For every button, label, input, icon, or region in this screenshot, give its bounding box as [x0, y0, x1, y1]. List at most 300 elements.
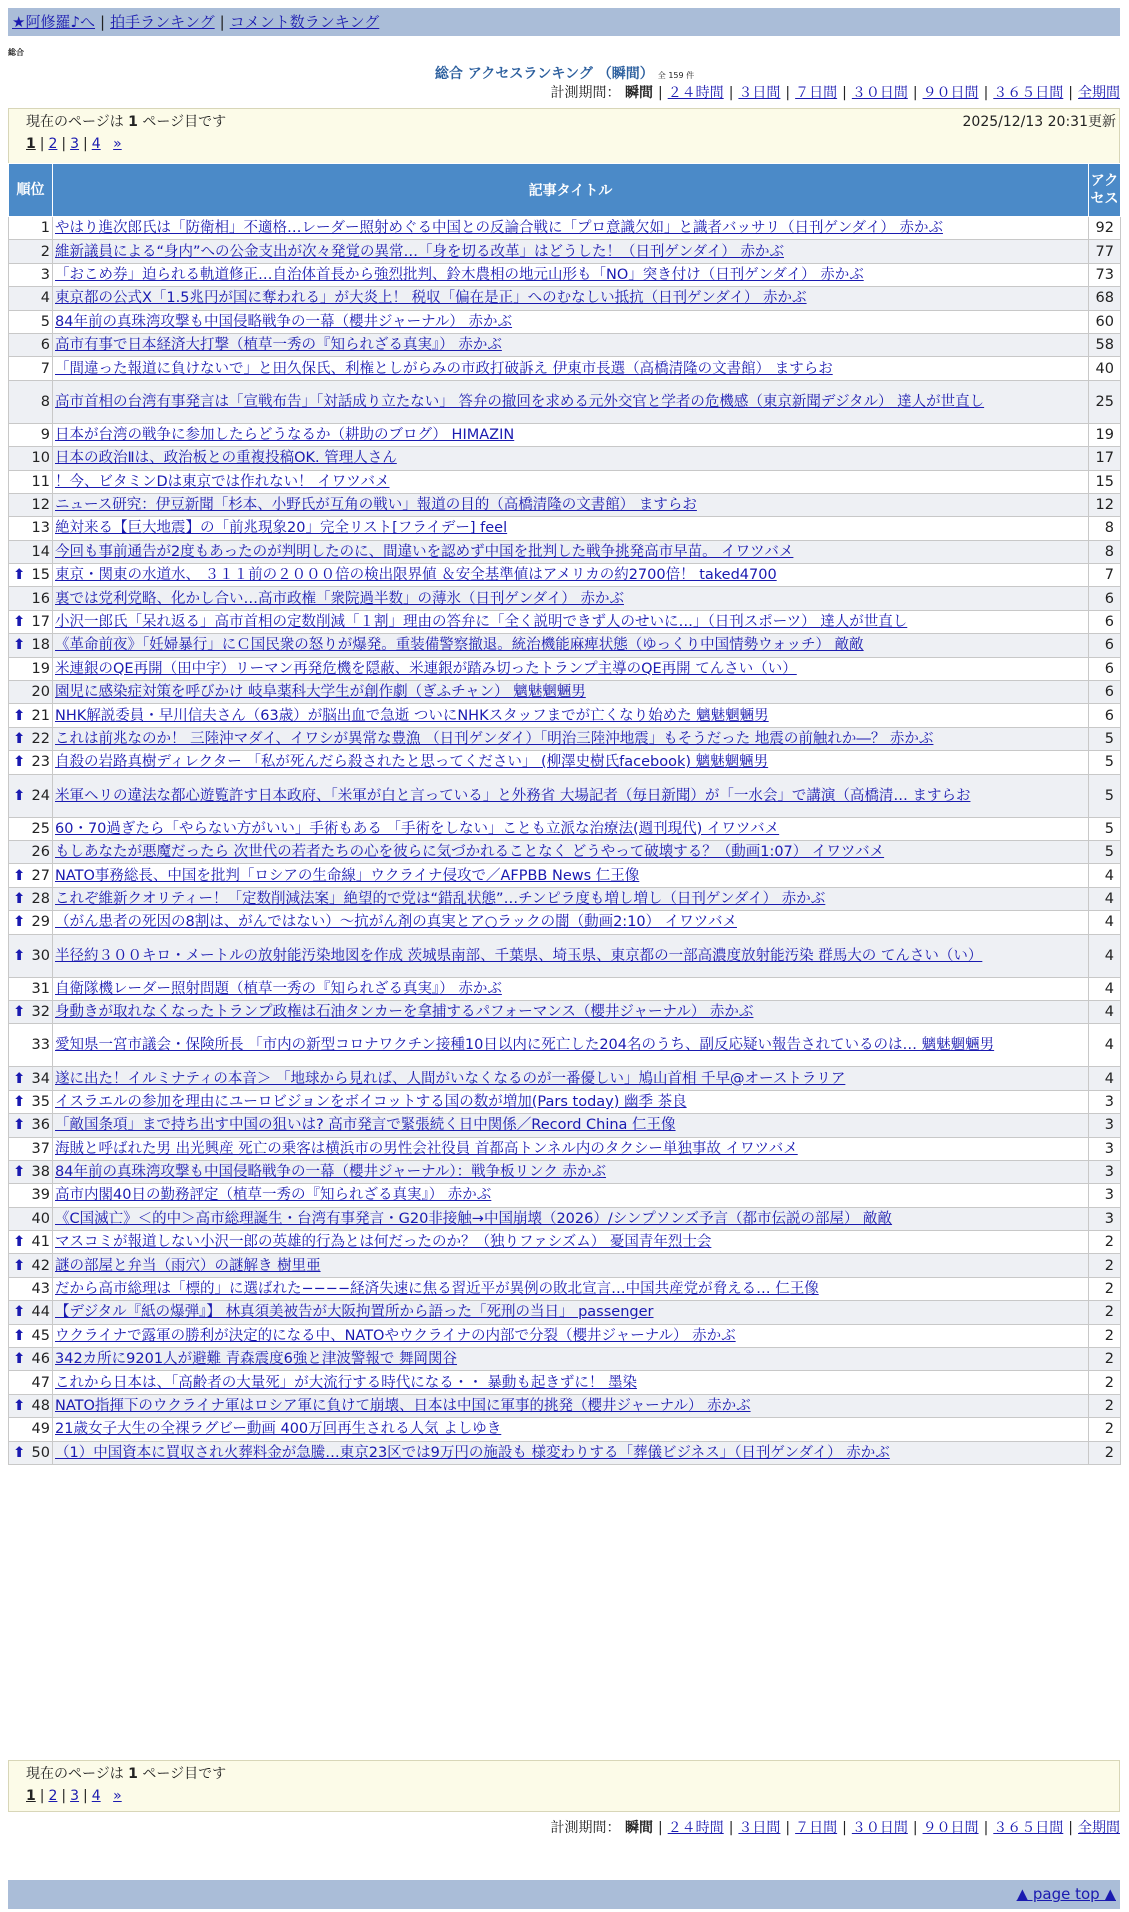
- access-count: 73: [1089, 263, 1121, 286]
- header-title: 記事タイトル: [53, 164, 1089, 217]
- title-cell: [53, 1024, 1089, 1067]
- article-title-link[interactable]: 「敵国条項」まで持ち出す中国の狙いは? 高市発言で緊張続く日中関係／Record China 仁王像: [55, 1117, 676, 1134]
- rank-number: 9: [40, 426, 50, 443]
- title-cell: [53, 1371, 1089, 1394]
- title-cell: [53, 934, 1089, 977]
- access-count: 6: [1089, 610, 1121, 633]
- table-row: [9, 1324, 1121, 1347]
- nav-link-clap-ranking[interactable]: 拍手ランキング: [110, 13, 215, 31]
- article-title-link[interactable]: 絶対来る【巨大地震】の「前兆現象20」完全リスト[フライデー] feel: [55, 520, 508, 537]
- period-link-all[interactable]: 全期間: [1078, 85, 1120, 101]
- access-count: 3: [1089, 1114, 1121, 1137]
- period-link-7d[interactable]: ７日間: [795, 85, 838, 101]
- period-link-24h[interactable]: ２４時間: [667, 85, 724, 101]
- article-title-link[interactable]: 84年前の真珠湾攻撃も中国侵略戦争の一幕（櫻井ジャーナル）：戦争板リンク 赤かぶ: [55, 1164, 607, 1181]
- article-title-link[interactable]: ！今、ビタミンDは東京では作れない！ イワツバメ: [55, 473, 390, 490]
- access-count: 5: [1089, 727, 1121, 750]
- nav-link-comment-ranking[interactable]: コメント数ランキング: [229, 13, 380, 31]
- title-cell: [53, 1207, 1089, 1230]
- rank-cell: [9, 634, 53, 657]
- table-row: [9, 704, 1121, 727]
- rank-number: 15: [31, 567, 50, 584]
- page-current: 1: [26, 136, 36, 152]
- rank-up-arrow-icon: ⬆: [13, 614, 26, 631]
- rank-number: 3: [40, 266, 50, 283]
- access-count: 6: [1089, 587, 1121, 610]
- rank-number: 50: [31, 1444, 50, 1461]
- table-row: [9, 540, 1121, 563]
- article-title-link[interactable]: ウクライナで露軍の勝利が決定的になる中、NATOやウクライナの内部で分裂（櫻井ジャーナル） 赤かぶ: [55, 1327, 736, 1344]
- title-cell: [53, 540, 1089, 563]
- rank-cell: [9, 1067, 53, 1090]
- table-row: [9, 1371, 1121, 1394]
- title-cell: [53, 1231, 1089, 1254]
- top-nav-bar: [8, 8, 1120, 36]
- rank-number: 28: [31, 890, 50, 907]
- access-count: 4: [1089, 1024, 1121, 1067]
- page-heading: [0, 63, 1129, 83]
- article-title-link[interactable]: NHK解説委員・早川信夫さん（63歳）が脳出血で急逝 ついにNHKスタッフまでが亡くなり始めた 魑魅魍魎男: [55, 707, 769, 724]
- table-row: [9, 634, 1121, 657]
- rank-cell: [9, 1301, 53, 1324]
- table-row: [9, 1348, 1121, 1371]
- page-top-link[interactable]: ▲ page top ▲: [1016, 1885, 1116, 1903]
- article-title-link[interactable]: 342カ所に9201人が避難 青森震度6強と津波警報で 舞岡関谷: [55, 1351, 458, 1368]
- title-cell: [53, 587, 1089, 610]
- access-count: 3: [1089, 1160, 1121, 1183]
- article-title-link[interactable]: 「おこめ券」迫られる軌道修正…自治体首長から強烈批判、鈴木農相の地元山形も「NO」突き付け（日刊ゲンダイ） 赤かぶ: [55, 266, 864, 283]
- rank-number: 8: [40, 393, 50, 410]
- title-cell: [53, 287, 1089, 310]
- rank-up-arrow-icon: ⬆: [13, 890, 26, 907]
- table-row: [9, 1418, 1121, 1441]
- table-row: [9, 911, 1121, 934]
- rank-number: 29: [31, 914, 50, 931]
- article-title-link[interactable]: これぞ維新クオリティー！「定数削減法案」絶望的で党は“錯乱状態”…チンピラ度も増し増し（日刊ゲンダイ） 赤かぶ: [55, 890, 826, 907]
- article-title-link[interactable]: 高市内閣40日の勤務評定（植草一秀の『知られざる真実』） 赤かぶ: [55, 1187, 492, 1204]
- table-row: [9, 470, 1121, 493]
- title-cell: [53, 564, 1089, 587]
- rank-cell: [9, 447, 53, 470]
- access-count: 2: [1089, 1348, 1121, 1371]
- period-link-30d-bottom[interactable]: ３０日間: [851, 1820, 908, 1836]
- rank-cell: [9, 1207, 53, 1230]
- table-row: [9, 864, 1121, 887]
- access-count: 2: [1089, 1324, 1121, 1347]
- rank-up-arrow-icon: ⬆: [13, 637, 26, 654]
- title-cell: [53, 380, 1089, 423]
- period-link-3d-bottom[interactable]: ３日間: [738, 1820, 781, 1836]
- article-title-link[interactable]: （がん患者の死因の8割は、がんではない）～抗がん剤の真実とア○ラックの闇（動画2:10） イワツバメ: [55, 914, 737, 931]
- access-count: 3: [1089, 1137, 1121, 1160]
- title-cell: [53, 217, 1089, 240]
- access-count: 2: [1089, 1254, 1121, 1277]
- rank-up-arrow-icon: ⬆: [13, 867, 26, 884]
- period-link-3d[interactable]: ３日間: [738, 85, 781, 101]
- rank-cell: [9, 1231, 53, 1254]
- access-count: 19: [1089, 423, 1121, 446]
- access-count: 6: [1089, 634, 1121, 657]
- article-title-link[interactable]: 米軍ヘリの違法な都心遊覧許す日本政府、「米軍が白と言っている」と外務省 大場記者（毎日新聞）が「一水会」で講演（高橋清… ますらお: [55, 787, 971, 804]
- rank-up-arrow-icon: ⬆: [13, 1444, 26, 1461]
- rank-number: 21: [31, 707, 50, 724]
- rank-number: 48: [31, 1397, 50, 1414]
- article-title-link[interactable]: 海賊と呼ばれた男 出光興産 死亡の乗客は横浜市の男性会社役員 首都高トンネル内のタクシー単独事故 イワツバメ: [55, 1140, 798, 1157]
- access-count: 58: [1089, 333, 1121, 356]
- category-label: 総合: [8, 48, 24, 57]
- table-row: [9, 357, 1121, 380]
- article-title-link[interactable]: 自衛隊機レーダー照射問題（植草一秀の『知られざる真実』） 赤かぶ: [55, 980, 502, 997]
- article-title-link[interactable]: 遂に出た！イルミナティの本音＞ 「地球から見れば、人間がいなくなるのが一番優しい」鳩山首相 千早@オーストラリア: [55, 1070, 846, 1087]
- title-cell: [53, 1184, 1089, 1207]
- rank-number: 18: [31, 637, 50, 654]
- rank-cell: [9, 610, 53, 633]
- rank-cell: [9, 1371, 53, 1394]
- rank-cell: [9, 1441, 53, 1464]
- page-title: 総合 アクセスランキング （瞬間）: [434, 66, 654, 82]
- rank-number: 11: [31, 473, 50, 490]
- rank-number: 45: [31, 1327, 50, 1344]
- rank-number: 46: [31, 1351, 50, 1368]
- rank-cell: [9, 217, 53, 240]
- rank-up-arrow-icon: ⬆: [13, 947, 26, 964]
- access-count: 12: [1089, 493, 1121, 516]
- rank-up-arrow-icon: ⬆: [13, 1164, 26, 1181]
- article-title-link[interactable]: 裏では党利党略、化かし合い…高市政権「衆院過半数」の薄氷（日刊ゲンダイ） 赤かぶ: [55, 590, 624, 607]
- rank-up-arrow-icon: ⬆: [13, 787, 26, 804]
- rank-cell: [9, 704, 53, 727]
- title-cell: [53, 887, 1089, 910]
- page-link-3[interactable]: 3: [70, 136, 80, 152]
- rank-cell: [9, 357, 53, 380]
- rank-number: 7: [40, 360, 50, 377]
- article-title-link[interactable]: ニュース研究：伊豆新聞「杉本、小野氏が互角の戦い」報道の目的（高橋清隆の文書館） ますらお: [55, 497, 697, 514]
- rank-up-arrow-icon: ⬆: [13, 707, 26, 724]
- rank-cell: [9, 263, 53, 286]
- total-count: 全 159 件: [657, 71, 695, 80]
- rank-cell: [9, 380, 53, 423]
- access-count: 60: [1089, 310, 1121, 333]
- article-title-link[interactable]: イスラエルの参加を理由にユーロビジョンをボイコットする国の数が増加(Pars today) 幽季 茶良: [55, 1093, 687, 1110]
- period-link-7d-bottom[interactable]: ７日間: [795, 1820, 838, 1836]
- access-count: 3: [1089, 1207, 1121, 1230]
- access-count: 5: [1089, 817, 1121, 840]
- article-title-link[interactable]: 愛知県一宮市議会・保険所長 「市内の新型コロナワクチン接種10日以内に死亡した204名のうち、副反応疑い報告されているのは… 魑魅魍魎男: [55, 1037, 995, 1054]
- rank-number: 20: [31, 684, 50, 701]
- table-row: [9, 447, 1121, 470]
- rank-cell: [9, 240, 53, 263]
- ranking-body: [9, 217, 1121, 1465]
- rank-number: 25: [31, 820, 50, 837]
- table-row: [9, 1024, 1121, 1067]
- rank-cell: [9, 751, 53, 774]
- rank-cell: [9, 517, 53, 540]
- title-cell: [53, 493, 1089, 516]
- title-cell: [53, 1324, 1089, 1347]
- page-link-4-bottom[interactable]: 4: [91, 1788, 101, 1804]
- article-title-link[interactable]: これから日本は、「高齢者の大量死」が大流行する時代になる・・ 暴動も起きずに！ 墨染: [55, 1374, 637, 1391]
- rank-cell: [9, 934, 53, 977]
- page-info-bottom: [8, 1760, 1120, 1812]
- access-count: 92: [1089, 217, 1121, 240]
- rank-number: 6: [40, 337, 50, 354]
- rank-cell: [9, 287, 53, 310]
- rank-cell: [9, 1137, 53, 1160]
- rank-up-arrow-icon: ⬆: [13, 1304, 26, 1321]
- rank-cell: [9, 911, 53, 934]
- article-title-link[interactable]: 日本の政治Ⅱは、政治板との重複投稿OK. 管理人さん: [55, 450, 397, 467]
- table-row: [9, 1067, 1121, 1090]
- rank-cell: [9, 1090, 53, 1113]
- article-title-link[interactable]: マスコミが報道しない小沢一郎の英雄的行為とは何だったのか？（独りファシズム） 憂国青年烈士会: [55, 1234, 712, 1251]
- rank-up-arrow-icon: ⬆: [13, 1004, 26, 1021]
- article-title-link[interactable]: 《革命前夜》「妊婦暴行」にＣ国民衆の怒りが爆発。重装備警察撤退。統治機能麻痺状態（ゆっくり中国情勢ウォッチ） 敵敵: [55, 637, 864, 654]
- rank-number: 44: [31, 1304, 50, 1321]
- table-row: [9, 287, 1121, 310]
- article-title-link[interactable]: 維新議員による“身内”への公金支出が次々発覚の異常…「身を切る改革」はどうした！（日刊ゲンダイ） 赤かぶ: [55, 243, 784, 260]
- table-row: [9, 1254, 1121, 1277]
- rank-number: 23: [31, 754, 50, 771]
- article-title-link[interactable]: 自殺の岩路真樹ディレクター 「私が死んだら殺されたと思ってください」 (柳澤史樹氏facebook) 魑魅魍魎男: [55, 754, 769, 771]
- rank-number: 31: [31, 980, 50, 997]
- pagination-top: 1 | 2 | 3 | 4 »: [26, 136, 122, 152]
- article-title-link[interactable]: 今回も事前通告が2度もあったのが判明したのに、間違いを認めず中国を批判した戦争挑発高市早苗。 イワツバメ: [55, 543, 794, 560]
- rank-cell: [9, 840, 53, 863]
- table-row: [9, 681, 1121, 704]
- table-row: [9, 1277, 1121, 1300]
- current-page-text: 現在のページは 1 ページ目です: [26, 114, 227, 130]
- access-count: 6: [1089, 657, 1121, 680]
- page-link-2[interactable]: 2: [48, 136, 58, 152]
- access-count: 4: [1089, 1000, 1121, 1023]
- article-title-link[interactable]: だから高市総理は「標的」に選ばれた−−−−経済失速に焦る習近平が異例の敗北宣言…中国共産党が脅える… 仁王像: [55, 1281, 819, 1298]
- title-cell: [53, 447, 1089, 470]
- article-title-link[interactable]: 21歳女子大生の全裸ラグビー動画 400万回再生される人気 よしゆき: [55, 1421, 502, 1438]
- title-cell: [53, 1090, 1089, 1113]
- access-count: 5: [1089, 774, 1121, 817]
- table-row: [9, 727, 1121, 750]
- access-count: 68: [1089, 287, 1121, 310]
- rank-cell: [9, 470, 53, 493]
- table-row: [9, 310, 1121, 333]
- rank-cell: [9, 681, 53, 704]
- access-count: 2: [1089, 1371, 1121, 1394]
- rank-number: 22: [31, 731, 50, 747]
- article-title-link[interactable]: やはり進次郎氏は「防衛相」不適格…レーダー照射めぐる中国との反論合戦に「プロ意識欠如」と識者バッサリ（日刊ゲンダイ） 赤かぶ: [55, 220, 943, 237]
- article-title-link[interactable]: 60・70過ぎたら「やらない方がいい」手術もある 「手術をしない」ことも立派な治療法(週刊現代) イワツバメ: [55, 820, 780, 837]
- rank-cell: [9, 587, 53, 610]
- rank-cell: [9, 1277, 53, 1300]
- title-cell: [53, 704, 1089, 727]
- access-count: 8: [1089, 540, 1121, 563]
- access-count: 4: [1089, 1067, 1121, 1090]
- rank-cell: [9, 1394, 53, 1417]
- access-count: 2: [1089, 1301, 1121, 1324]
- period-selector-top: 計測期間： 瞬間 | ２４時間 | ３日間 | ７日間 | ３０日間 | ９０日間 | ３６５日間 | 全期間: [550, 85, 1120, 101]
- rank-number: 27: [31, 867, 50, 884]
- rank-cell: [9, 493, 53, 516]
- table-row: [9, 1137, 1121, 1160]
- article-title-link[interactable]: 高市有事で日本経済大打撃（植草一秀の『知られざる真実』） 赤かぶ: [55, 337, 502, 354]
- rank-cell: [9, 1324, 53, 1347]
- table-row: [9, 1090, 1121, 1113]
- access-count: 2: [1089, 1394, 1121, 1417]
- title-cell: [53, 727, 1089, 750]
- access-count: 2: [1089, 1418, 1121, 1441]
- rank-number: 10: [31, 450, 50, 467]
- page-link-2-bottom[interactable]: 2: [48, 1788, 58, 1804]
- period-link-365d-bottom[interactable]: ３６５日間: [993, 1820, 1064, 1836]
- access-count: 4: [1089, 887, 1121, 910]
- table-row: [9, 517, 1121, 540]
- article-title-link[interactable]: （1）中国資本に買収され火葬料金が急騰…東京23区では9万円の施設も 様変わりする「葬儀ビジネス」（日刊ゲンダイ） 赤かぶ: [55, 1444, 890, 1461]
- article-title-link[interactable]: NATO指揮下のウクライナ軍はロシア軍に負けて崩壊、日本は中国に軍事的挑発（櫻井ジャーナル） 赤かぶ: [55, 1397, 751, 1414]
- article-title-link[interactable]: 《C国滅亡》＜的中＞高市総理誕生・台湾有事発言・G20非接触→中国崩壊（2026）/シンプソンズ予言（都市伝説の部屋） 敵敵: [55, 1210, 893, 1227]
- table-row: [9, 240, 1121, 263]
- page-next-link-bottom[interactable]: »: [113, 1788, 122, 1804]
- title-cell: [53, 864, 1089, 887]
- rank-number: 39: [31, 1187, 50, 1204]
- rank-number: 43: [31, 1281, 50, 1298]
- rank-cell: [9, 540, 53, 563]
- article-title-link[interactable]: もしあなたが悪魔だったら 次世代の若者たちの心を彼らに気づかれることなく どうやって破壊する？（動画1:07） イワツバメ: [55, 844, 885, 861]
- table-row: [9, 1231, 1121, 1254]
- article-title-link[interactable]: 謎の部屋と弁当（雨穴）の謎解き 樹里亜: [55, 1257, 321, 1274]
- article-title-link[interactable]: 【デジタル『紙の爆弾』】 林真須美被告が大阪拘置所から語った「死刑の当日」 passenger: [55, 1304, 654, 1321]
- title-cell: [53, 1254, 1089, 1277]
- rank-number: 5: [40, 313, 50, 330]
- page-link-3-bottom[interactable]: 3: [70, 1788, 80, 1804]
- rank-up-arrow-icon: ⬆: [13, 1070, 26, 1087]
- pagination-bottom: 1 | 2 | 3 | 4 »: [26, 1788, 122, 1804]
- rank-up-arrow-icon: ⬆: [13, 1327, 26, 1344]
- access-count: 40: [1089, 357, 1121, 380]
- article-title-link[interactable]: 日本が台湾の戦争に参加したらどうなるか（耕助のブログ） HIMAZIN: [55, 426, 515, 443]
- rank-up-arrow-icon: ⬆: [13, 567, 26, 584]
- access-count: 4: [1089, 934, 1121, 977]
- title-cell: [53, 1067, 1089, 1090]
- title-cell: [53, 1137, 1089, 1160]
- table-row: [9, 610, 1121, 633]
- article-title-link[interactable]: NATO事務総長、中国を批判「ロシアの生命線」ウクライナ侵攻で／AFPBB News 仁王像: [55, 867, 640, 884]
- access-count: 17: [1089, 447, 1121, 470]
- rank-number: 1: [40, 220, 50, 237]
- period-link-30d[interactable]: ３０日間: [851, 85, 908, 101]
- rank-up-arrow-icon: ⬆: [13, 1234, 26, 1251]
- access-count: 8: [1089, 517, 1121, 540]
- rank-number: 32: [31, 1004, 50, 1021]
- article-title-link[interactable]: 米連銀のQE再開（田中宇）リーマン再発危機を隠蔽、米連銀が踏み切ったトランプ主導のQE再開 てんさい（い）: [55, 660, 797, 677]
- ranking-table: [8, 163, 1121, 1465]
- access-count: 7: [1089, 564, 1121, 587]
- access-count: 3: [1089, 1090, 1121, 1113]
- rank-number: 37: [31, 1140, 50, 1157]
- rank-number: 34: [31, 1070, 50, 1087]
- access-count: 3: [1089, 1184, 1121, 1207]
- table-row: [9, 1301, 1121, 1324]
- rank-number: 12: [31, 497, 50, 514]
- title-cell: [53, 1441, 1089, 1464]
- title-cell: [53, 751, 1089, 774]
- table-row: [9, 657, 1121, 680]
- title-cell: [53, 657, 1089, 680]
- title-cell: [53, 263, 1089, 286]
- rank-cell: [9, 774, 53, 817]
- article-title-link[interactable]: 東京・関東の水道水、 ３１１前の２０００倍の検出限界値 ＆安全基準値はアメリカの約2700倍！ taked4700: [55, 567, 777, 584]
- title-cell: [53, 774, 1089, 817]
- title-cell: [53, 911, 1089, 934]
- table-row: [9, 1160, 1121, 1183]
- period-link-24h-bottom[interactable]: ２４時間: [667, 1820, 724, 1836]
- page-next-link[interactable]: »: [113, 136, 122, 152]
- article-title-link[interactable]: 園児に感染症対策を呼びかけ 岐阜薬科大学生が創作劇（ぎふチャン） 魑魅魍魎男: [55, 684, 586, 701]
- title-cell: [53, 817, 1089, 840]
- article-title-link[interactable]: 小沢一郎氏「呆れ返る」高市首相の定数削減「１割」理由の答弁に「全く説明できず人のせいに…」（日刊スポーツ） 達人が世直し: [55, 614, 908, 631]
- nav-separator: |: [100, 13, 106, 31]
- article-title-link[interactable]: これは前兆なのか！ 三陸沖マダイ、イワシが異常な豊漁 （日刊ゲンダイ）「明治三陸沖地震」もそうだった 地震の前触れか―？ 赤かぶ: [55, 731, 934, 747]
- title-cell: [53, 681, 1089, 704]
- rank-cell: [9, 1254, 53, 1277]
- page-link-4[interactable]: 4: [91, 136, 101, 152]
- title-cell: [53, 517, 1089, 540]
- period-link-90d-bottom[interactable]: ９０日間: [922, 1820, 979, 1836]
- access-count: 4: [1089, 864, 1121, 887]
- rank-up-arrow-icon: ⬆: [13, 1351, 26, 1368]
- rank-up-arrow-icon: ⬆: [13, 1397, 26, 1414]
- rank-up-arrow-icon: ⬆: [13, 731, 26, 747]
- bottom-bar: [8, 1880, 1120, 1909]
- period-link-90d[interactable]: ９０日間: [922, 85, 979, 101]
- period-current-bottom: 瞬間: [624, 1820, 653, 1836]
- period-link-all-bottom[interactable]: 全期間: [1078, 1820, 1120, 1836]
- rank-cell: [9, 1184, 53, 1207]
- access-count: 15: [1089, 470, 1121, 493]
- rank-number: 30: [31, 947, 50, 964]
- nav-link-asyura[interactable]: ★阿修羅♪へ: [12, 13, 96, 31]
- article-title-link[interactable]: 身動きが取れなくなったトランプ政権は石油タンカーを拿捕するパフォーマンス（櫻井ジャーナル） 赤かぶ: [55, 1004, 754, 1021]
- article-title-link[interactable]: 「間違った報道に負けないで」と田久保氏、利権としがらみの市政打破訴え 伊東市長選（高橋清隆の文書館） ますらお: [55, 360, 833, 377]
- title-cell: [53, 1394, 1089, 1417]
- rank-number: 47: [31, 1374, 50, 1391]
- title-cell: [53, 1277, 1089, 1300]
- table-row: [9, 1114, 1121, 1137]
- article-title-link[interactable]: 高市首相の台湾有事発言は「宣戦布告」「対話成り立たない」 答弁の撤回を求める元外交官と学者の危機感（東京新聞デジタル） 達人が世直し: [55, 393, 985, 410]
- header-access: アクセス: [1089, 164, 1121, 217]
- period-label-bottom: 計測期間：: [550, 1820, 621, 1836]
- rank-number: 14: [31, 543, 50, 560]
- period-link-365d[interactable]: ３６５日間: [993, 85, 1064, 101]
- rank-cell: [9, 1000, 53, 1023]
- page-info-top: [8, 108, 1120, 164]
- access-count: 2: [1089, 1231, 1121, 1254]
- table-row: [9, 587, 1121, 610]
- access-count: 5: [1089, 751, 1121, 774]
- rank-up-arrow-icon: ⬆: [13, 914, 26, 931]
- rank-number: 2: [40, 243, 50, 260]
- article-title-link[interactable]: 東京都の公式X「1.5兆円が国に奪われる」が大炎上！ 税収「偏在是正」へのむなしい抵抗（日刊ゲンダイ） 赤かぶ: [55, 290, 807, 307]
- page-current-bottom: 1: [26, 1788, 36, 1804]
- article-title-link[interactable]: 84年前の真珠湾攻撃も中国侵略戦争の一幕（櫻井ジャーナル） 赤かぶ: [55, 313, 513, 330]
- table-header-row: [9, 164, 1121, 217]
- article-title-link[interactable]: 半径約３００キロ・メートルの放射能汚染地図を作成 茨城県南部、千葉県、埼玉県、東京都の一部高濃度放射能汚染 群馬大の てんさい（い）: [55, 947, 983, 964]
- table-row: [9, 380, 1121, 423]
- table-row: [9, 493, 1121, 516]
- access-count: 4: [1089, 977, 1121, 1000]
- title-cell: [53, 977, 1089, 1000]
- table-row: [9, 1000, 1121, 1023]
- title-cell: [53, 1301, 1089, 1324]
- rank-cell: [9, 817, 53, 840]
